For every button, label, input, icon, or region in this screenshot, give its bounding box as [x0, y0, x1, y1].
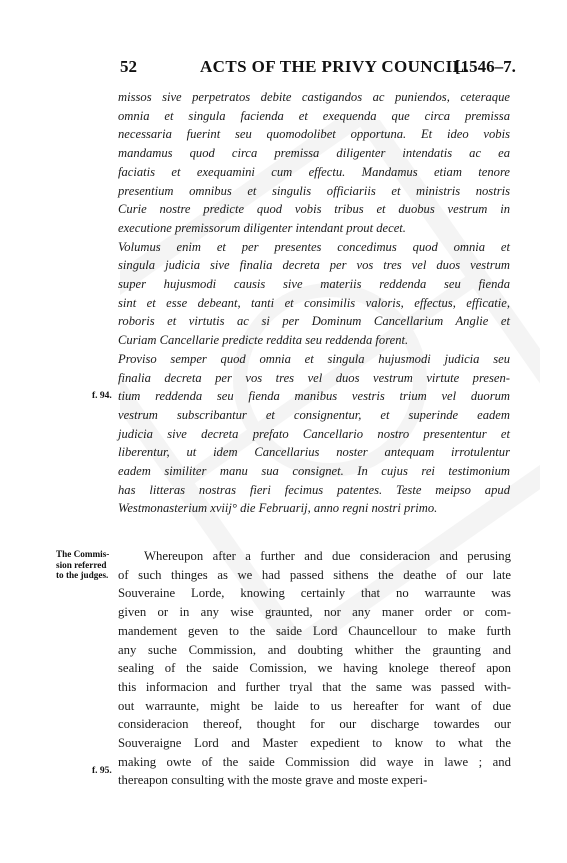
- latin-line: executione premissorum diligenter intendant prout decet.: [118, 220, 406, 235]
- english-line: mandement geven to the saide Lord Chauncellour to make furth: [118, 623, 511, 638]
- english-line: of such thinges as we had passed sithens the deathe of our late: [118, 567, 511, 582]
- latin-line: Curie nostre predicte quod vobis tribus et duobus vestrum in: [118, 202, 510, 217]
- page-number: 52: [120, 57, 137, 76]
- latin-line: liberentur, ut idem Cancellarius noster antequam irrotulentur: [118, 445, 510, 460]
- latin-line: eadem similiter manu sua consignet. In cujus rei testimonium: [118, 464, 510, 479]
- english-line: consideracion thereof, thought for our discharge towardes our: [118, 717, 511, 732]
- english-paragraph: [118, 547, 511, 790]
- latin-line: judicia sive decreta prefato Cancellario nostro presententur et: [118, 426, 510, 441]
- latin-line: super hujusmodi causis sive materiis reddenda seu fienda: [118, 277, 510, 292]
- english-line: given or in any wise graunted, nor any maner order or com-: [118, 605, 511, 620]
- latin-line: faciatis et exequamini cum effectu. Mandamus etiam tenore: [118, 164, 510, 179]
- latin-line: vestrum subscribantur et consignentur, et superinde eadem: [118, 407, 510, 422]
- latin-line: necessaria fuerint seu quomodolibet opportuna. Et ideo vobis: [118, 127, 510, 142]
- english-line: out warraunte, might be laide to us hereafter for want of due: [118, 698, 511, 713]
- english-line: Souveraigne Lord and Master expedient to know to what the: [118, 736, 511, 751]
- margin-note-line: sion referred: [56, 559, 107, 570]
- latin-line: Westmonasterium xviij° die Februarij, anno regni nostri primo.: [118, 501, 438, 516]
- margin-note: [56, 549, 122, 581]
- margin-note-line: The Commis-: [56, 549, 110, 559]
- english-line: this informacion and further tryal that the same was passed with-: [118, 679, 511, 694]
- latin-line: tium reddenda seu fienda manibus vestris trium vel duorum: [118, 389, 510, 404]
- margin-note-line: to the judges.: [56, 570, 109, 580]
- folio-marker-95: f. 95.: [92, 766, 112, 776]
- latin-line: roboris et virtutis ac si per Dominum Cancellarium Anglie et: [118, 314, 510, 329]
- latin-line: Volumus enim et per presentes concedimus quod omnia et: [118, 239, 510, 254]
- latin-line: Curiam Cancellarie predicte reddita seu reddenda forent.: [118, 333, 409, 348]
- latin-line: sint et esse debeant, tanti et consimilis valoris, effectus, efficatie,: [118, 295, 510, 310]
- english-line: Whereupon after a further and due consideracion and perusing: [144, 549, 511, 563]
- latin-line: has litteras nostras fieri fecimus patentes. Teste meipso apud: [118, 482, 510, 497]
- latin-paragraph: [118, 88, 510, 518]
- english-line: thereapon consulting with the moste grave and moste experi-: [118, 773, 428, 788]
- latin-line: singula judicia sive finalia decreta per vos tres vel duos vestrum: [118, 258, 510, 273]
- english-line: Souveraine Lorde, knowing certainly that no warraunte was: [118, 586, 511, 601]
- page-header: [0, 57, 567, 81]
- latin-line: missos sive perpetratos debite castigandos ac puniendos, ceteraque: [118, 90, 510, 104]
- latin-line: mandamus quod circa premissa diligenter intendatis ac ea: [118, 146, 510, 161]
- year-range: [1546–7.: [455, 57, 516, 76]
- english-line: making owte of the saide Commission did waye in lawe ; and: [118, 754, 511, 769]
- english-line: any suche Commission, and doubting whither the graunting and: [118, 642, 511, 657]
- latin-line: omnia et singula facienda et exequenda que circa premissa: [118, 108, 510, 123]
- running-title: ACTS OF THE PRIVY COUNCIL.: [200, 57, 470, 76]
- english-line: sealing of the saide Comission, we having knolege thereof apon: [118, 661, 511, 676]
- latin-line: Proviso semper quod omnia et singula hujusmodi judicia seu: [118, 351, 510, 366]
- latin-line: presentium omnibus et singulis officiariis et ministris nostris: [118, 183, 510, 198]
- folio-marker-94: f. 94.: [92, 391, 112, 401]
- latin-line: finalia decreta per vos tres vel duos vestrum virtute presen-: [118, 370, 510, 385]
